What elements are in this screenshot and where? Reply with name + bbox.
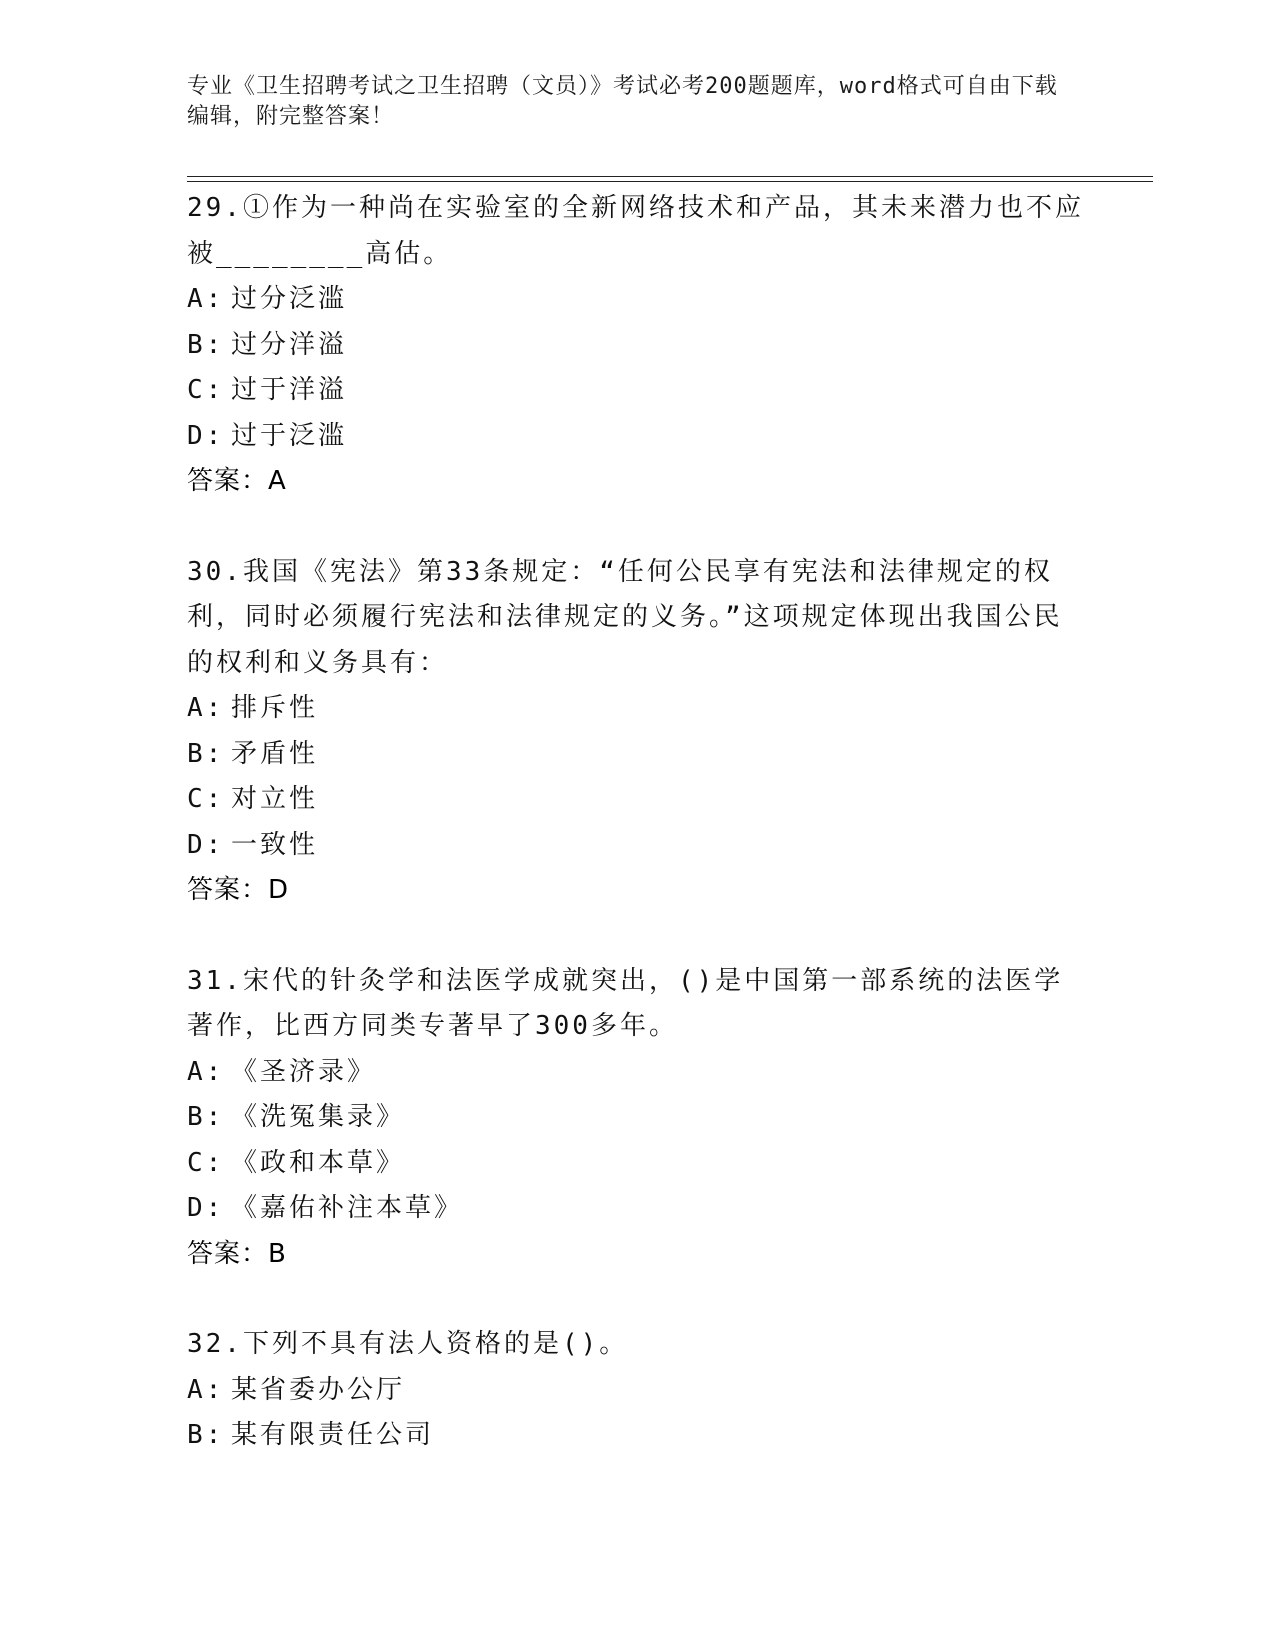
option-key: A: <box>187 1056 225 1087</box>
option-key: D: <box>187 829 225 860</box>
option-key: C: <box>187 1147 225 1178</box>
option-b <box>187 1095 1087 1141</box>
option-text: 过分泛滥 <box>231 284 348 314</box>
option-key: B: <box>187 329 225 360</box>
question-31 <box>187 959 1087 1278</box>
question-stem: 32.下列不具有法人资格的是()。 <box>187 1329 629 1359</box>
option-key: B: <box>187 1420 225 1450</box>
option-text: 某省委办公厅 <box>231 1374 406 1405</box>
option-text: 《洗冤集录》 <box>231 1102 406 1132</box>
option-text: 《政和本草》 <box>231 1147 406 1178</box>
option-text: 《嘉佑补注本草》 <box>231 1193 464 1223</box>
option-a <box>187 1050 1087 1096</box>
option-text: 对立性 <box>231 784 319 814</box>
question-stem: 30.我国《宪法》第33条规定：“任何公民享有宪法和法律规定的权利，同时必须履行宪法和法律规定的义务。”这项规定体现出我国公民的权利和义务具有： <box>187 556 1063 678</box>
option-b <box>187 323 1087 369</box>
option-b <box>187 732 1087 778</box>
option-key: D: <box>187 1193 225 1223</box>
option-key: C: <box>187 375 225 405</box>
option-c <box>187 1141 1087 1187</box>
option-d <box>187 414 1087 460</box>
option-text: 过于洋溢 <box>231 375 348 405</box>
option-c <box>187 368 1087 414</box>
option-d <box>187 1186 1087 1232</box>
option-text: 一致性 <box>231 829 319 860</box>
option-c <box>187 777 1087 823</box>
option-a <box>187 686 1087 732</box>
document-header: 专业《卫生招聘考试之卫生招聘（文员）》考试必考200题题库，word格式可自由下载编辑，附完整答案！ <box>187 74 1058 129</box>
option-text: 过分洋溢 <box>231 329 348 360</box>
option-text: 某有限责任公司 <box>231 1420 435 1450</box>
option-text: 排斥性 <box>231 693 319 723</box>
option-a <box>187 1368 1087 1414</box>
option-key: B: <box>187 1102 225 1132</box>
header-divider-thick <box>187 181 1153 182</box>
option-key: A: <box>187 693 225 723</box>
question-32 <box>187 1322 1087 1459</box>
option-key: C: <box>187 784 225 814</box>
question-29 <box>187 186 1087 505</box>
option-key: A: <box>187 284 225 314</box>
option-a <box>187 277 1087 323</box>
option-text: 矛盾性 <box>231 738 319 769</box>
option-text: 《圣济录》 <box>231 1056 377 1087</box>
header-divider-thin <box>187 176 1153 177</box>
option-d <box>187 823 1087 869</box>
option-b <box>187 1413 1087 1459</box>
answer-line: 答案：A <box>187 466 287 496</box>
option-text: 过于泛滥 <box>231 420 348 451</box>
question-stem: 29.①作为一种尚在实验室的全新网络技术和产品，其未来潜力也不应被________高估。 <box>187 193 1084 269</box>
option-key: A: <box>187 1374 225 1405</box>
question-30 <box>187 550 1087 914</box>
question-list <box>187 186 1087 1459</box>
question-stem: 31.宋代的针灸学和法医学成就突出，()是中国第一部系统的法医学著作，比西方同类专著早了300多年。 <box>187 965 1064 1041</box>
answer-line: 答案：B <box>187 1238 287 1269</box>
option-key: B: <box>187 738 225 769</box>
option-key: D: <box>187 420 225 451</box>
answer-line: 答案：D <box>187 875 290 905</box>
